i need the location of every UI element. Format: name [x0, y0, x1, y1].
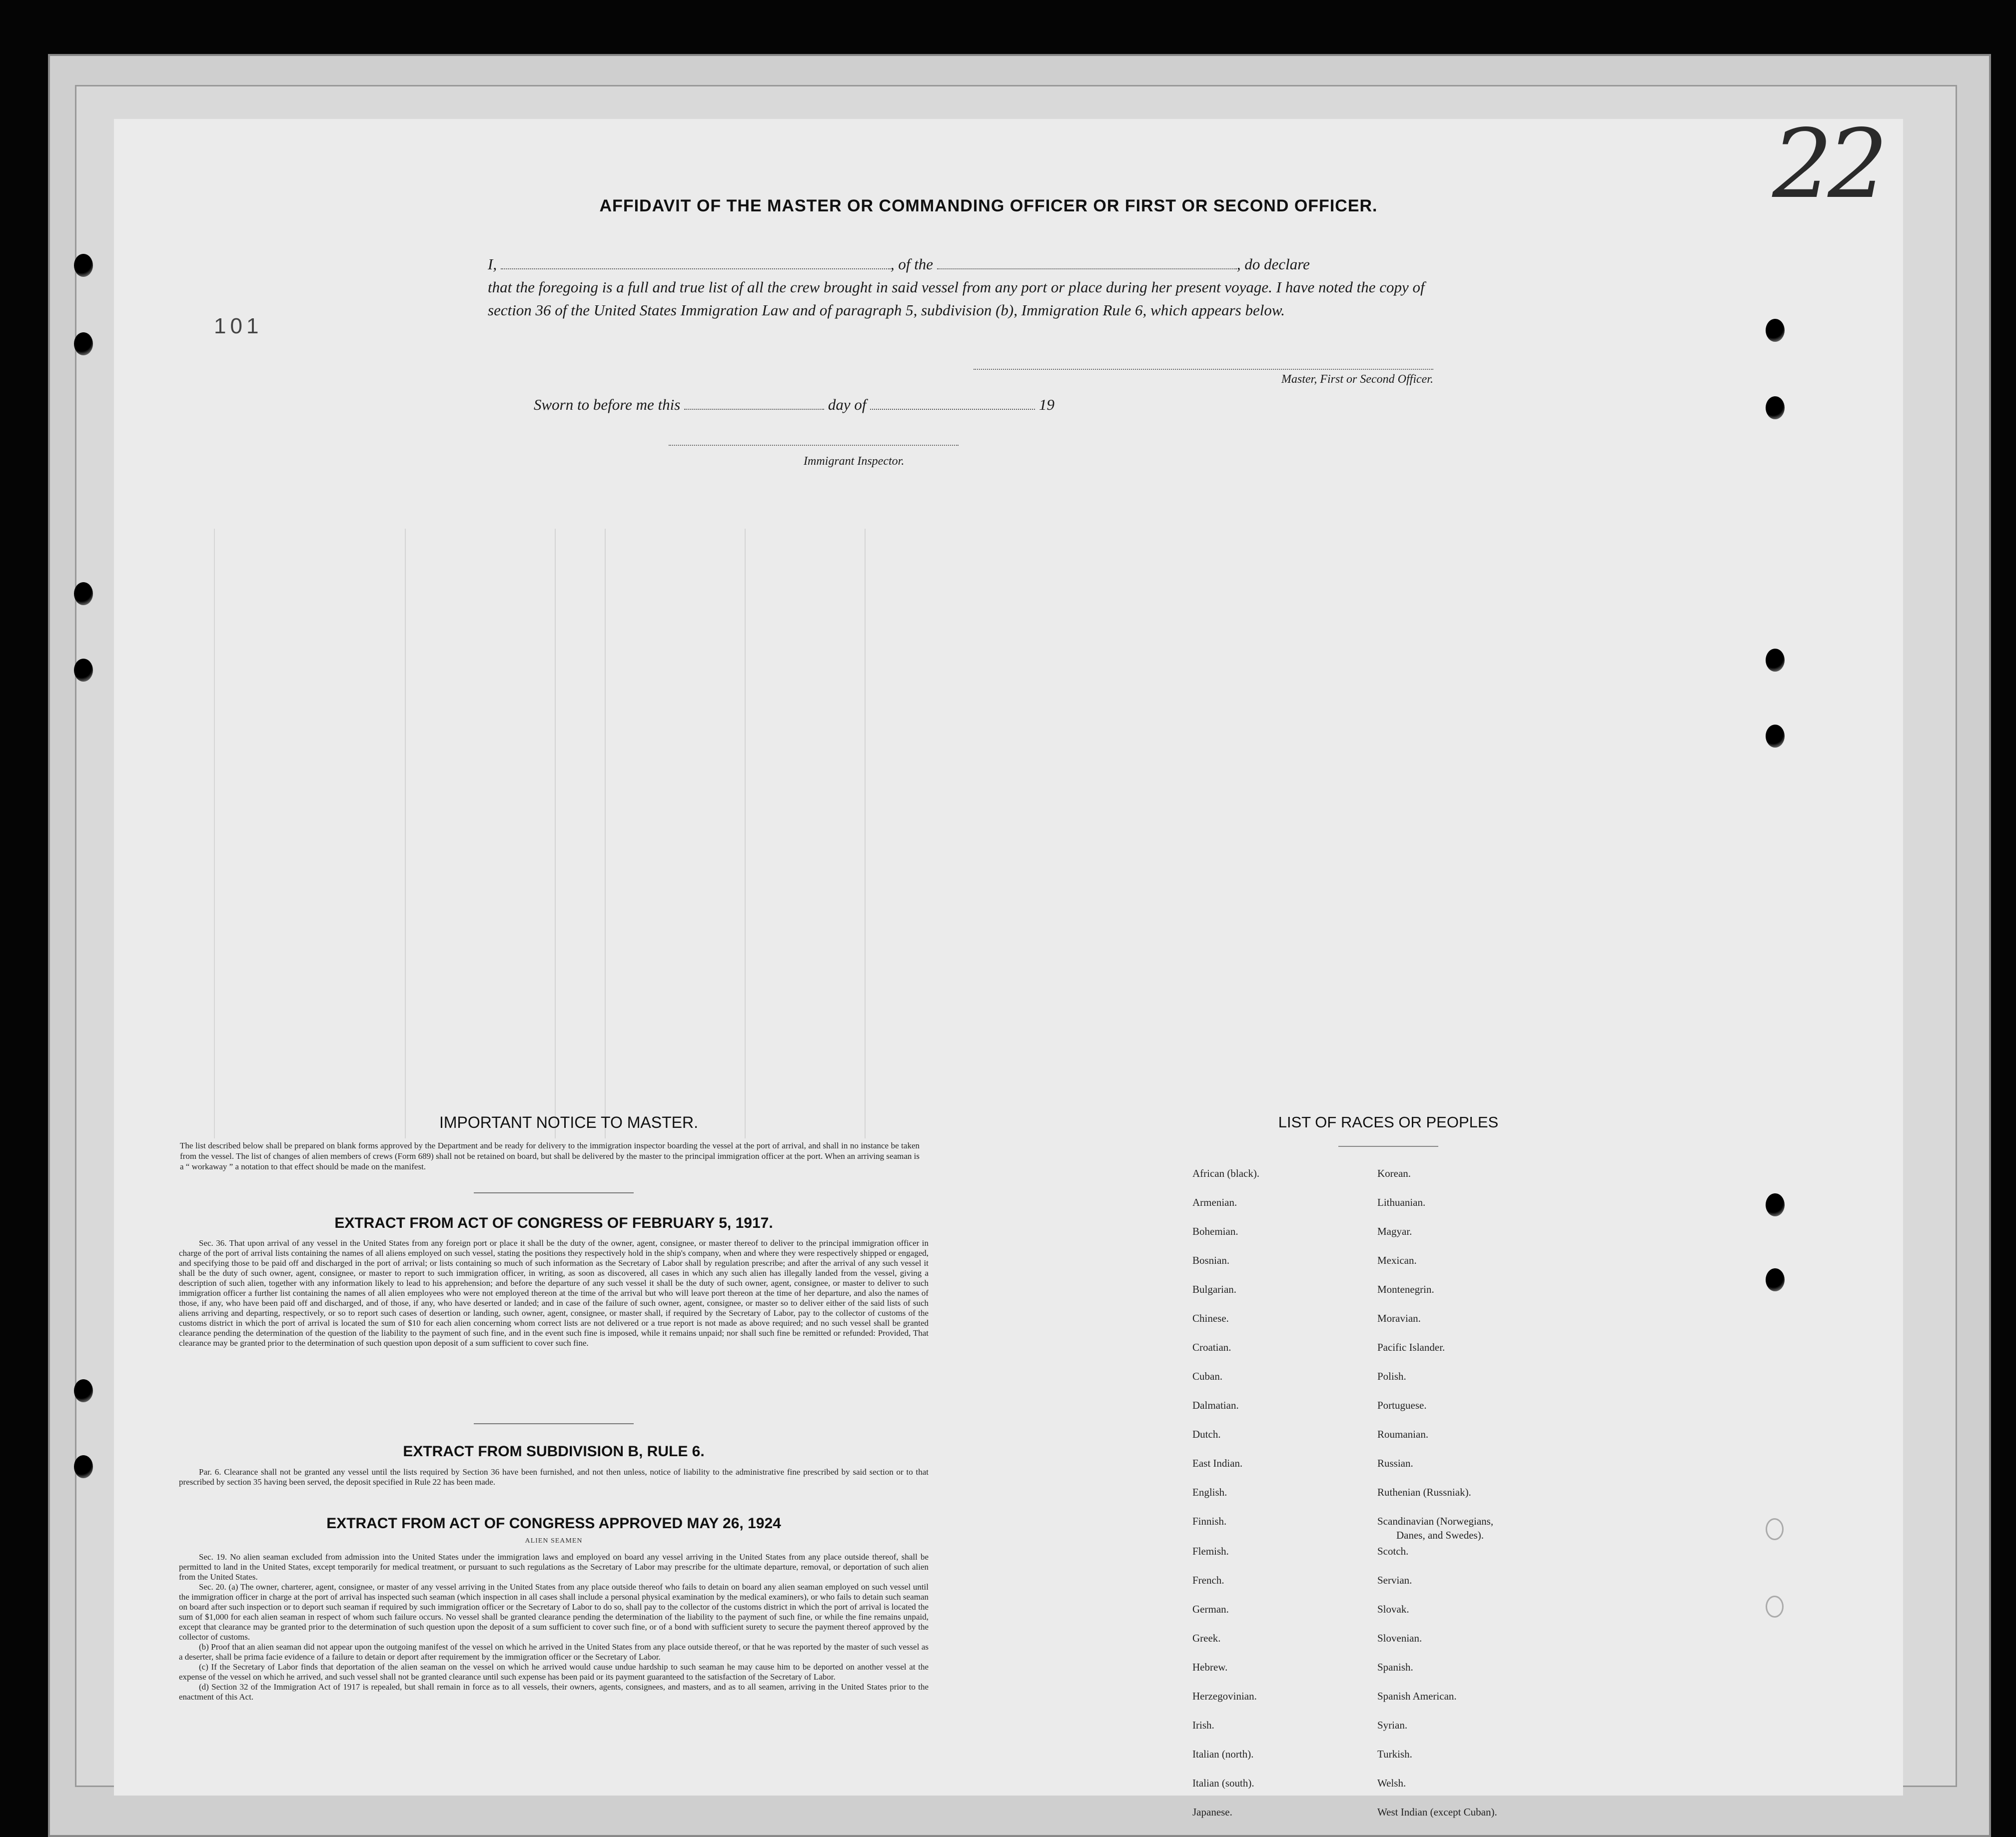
- race-item: Italian (south).: [1192, 1777, 1254, 1789]
- notice-title: IMPORTANT NOTICE TO MASTER.: [439, 1113, 698, 1131]
- handwritten-corner-number: 22: [1772, 109, 1883, 219]
- binder-hole: [74, 659, 93, 682]
- race-item: East Indian.: [1192, 1457, 1243, 1469]
- inspector-signature-line[interactable]: [669, 445, 959, 446]
- extract-1924-paragraph: (b) Proof that an alien seaman did not appear upon the outgoing manifest of the vessel on which he arrived in the United States from any place outside thereof, or that he was reported by the master of such vessel as a deserter, shall be prima facie evidence of a failure to detain or deport after requirement by the immigration officer or the Secretary of Labor.: [179, 1642, 929, 1662]
- binder-hole: [1766, 725, 1785, 748]
- race-item-continuation: Danes, and Swedes).: [1396, 1529, 1484, 1541]
- race-item: Greek.: [1192, 1632, 1221, 1644]
- race-item: Bosnian.: [1192, 1254, 1230, 1266]
- divider: [474, 1192, 634, 1193]
- race-item: Ruthenian (Russniak).: [1377, 1486, 1471, 1498]
- extract-rule6-body: [179, 1467, 929, 1487]
- affidavit-sheet: [114, 109, 1903, 1818]
- race-item: English.: [1192, 1486, 1227, 1498]
- extract-1924-title: EXTRACT FROM ACT OF CONGRESS APPROVED MAY 26, 1924: [326, 1515, 781, 1532]
- faint-column-rule: [745, 529, 746, 1138]
- day-of-label: day of: [828, 396, 867, 413]
- binder-hole: [1766, 1596, 1784, 1618]
- race-item: Russian.: [1377, 1457, 1413, 1469]
- sworn-day-blank[interactable]: [684, 395, 824, 410]
- faint-ruled-columns: [214, 529, 965, 1138]
- of-the-label: , of the: [890, 255, 934, 273]
- race-item: Mexican.: [1377, 1254, 1417, 1266]
- affidavit-body: [488, 253, 1457, 322]
- race-item: Servian.: [1377, 1574, 1412, 1586]
- race-item: Spanish American.: [1377, 1690, 1457, 1702]
- race-item: Herzegovinian.: [1192, 1690, 1257, 1702]
- sworn-label: Sworn to before me this: [534, 396, 681, 413]
- race-item: Croatian.: [1192, 1341, 1231, 1353]
- race-item: Chinese.: [1192, 1312, 1229, 1324]
- faint-column-rule: [405, 529, 406, 1138]
- notice-body: The list described below shall be prepared on blank forms approved by the Department and be ready for delivery to the immigration inspector boarding the vessel at the port of arrival, and shall in no instance be taken from the vessel. The list of changes of alien members of crews (Form 689) shall not be retained on board, but shall be delivered by the master to the principal immigration officer at the port. When an arriving seaman is a “ workaway ” a notation to that effect should be made on the manifest.: [180, 1141, 920, 1171]
- extract-1924-paragraph: (c) If the Secretary of Labor finds that deportation of the alien seaman on the vessel on which he arrived would cause undue hardship to such seaman he may cause him to be deported on another vessel at the expense of the vessel on which he arrived, and such vessel shall not be granted clearance until such expense has been paid or its payment guaranteed to the satisfaction of the Secretary of Labor.: [179, 1662, 929, 1682]
- race-item: Montenegrin.: [1377, 1283, 1434, 1295]
- race-item: Moravian.: [1377, 1312, 1421, 1324]
- race-item: Welsh.: [1377, 1777, 1406, 1789]
- race-item: Syrian.: [1377, 1719, 1408, 1731]
- extract-1917-body: [179, 1238, 929, 1348]
- extract-rule6-text: Par. 6. Clearance shall not be granted any vessel until the lists required by Section 36 have been furnished, and not then unless, notice of liability to the administrative fine prescribed by said section or to that prescribed by section 35 having been served, the deposit specified in Rule 22 has been made.: [179, 1467, 929, 1487]
- binder-hole: [1766, 1268, 1785, 1291]
- race-item: Polish.: [1377, 1370, 1406, 1382]
- vessel-name-blank[interactable]: [937, 268, 1237, 269]
- sworn-month-blank[interactable]: [870, 395, 1035, 410]
- race-item: Portuguese.: [1377, 1399, 1427, 1411]
- race-item: Korean.: [1377, 1167, 1411, 1179]
- race-item: Slovak.: [1377, 1603, 1409, 1615]
- binder-hole: [1766, 1518, 1784, 1540]
- race-item: Lithuanian.: [1377, 1196, 1426, 1208]
- extract-rule6-title: EXTRACT FROM SUBDIVISION B, RULE 6.: [403, 1443, 705, 1460]
- race-item: Roumanian.: [1377, 1428, 1429, 1440]
- officer-name-blank[interactable]: [501, 268, 891, 269]
- declaration-line: [488, 253, 1457, 276]
- race-item: Spanish.: [1377, 1661, 1413, 1673]
- extract-1924-paragraph: (d) Section 32 of the Immigration Act of 1917 is repealed, but shall remain in force as to all vessels, their owners, agents, consignees, and masters, and as to all seamen, arriving in the United States prior to the enactment of this Act.: [179, 1682, 929, 1702]
- master-signature-label: Master, First or Second Officer.: [974, 369, 1433, 386]
- binder-hole: [74, 582, 93, 605]
- race-item: Dalmatian.: [1192, 1399, 1239, 1411]
- race-item: West Indian (except Cuban).: [1377, 1806, 1497, 1818]
- divider: [1338, 1146, 1438, 1147]
- race-item: Bohemian.: [1192, 1225, 1238, 1237]
- declaration-text: that the foregoing is a full and true list of all the crew brought in said vessel from any port or place during her present voyage. I have noted the copy of section 36 of the United States Immigration Law and of paragraph 5, subdivision (b), Immigration Rule 6, which appears below.: [488, 278, 1425, 319]
- race-item: Scandinavian (Norwegians,: [1377, 1515, 1494, 1527]
- binder-hole: [74, 254, 93, 277]
- declaration-pronoun: I,: [488, 255, 497, 273]
- race-item: Finnish.: [1192, 1515, 1227, 1527]
- binder-hole: [1766, 1193, 1785, 1216]
- race-item: Scotch.: [1377, 1545, 1409, 1557]
- faint-column-rule: [865, 529, 866, 1138]
- race-item: Bulgarian.: [1192, 1283, 1237, 1295]
- race-item: Pacific Islander.: [1377, 1341, 1445, 1353]
- race-item: Dutch.: [1192, 1428, 1221, 1440]
- faint-column-rule: [555, 529, 556, 1138]
- race-item: Flemish.: [1192, 1545, 1229, 1557]
- races-title: LIST OF RACES OR PEOPLES: [1278, 1113, 1499, 1131]
- inspector-label: Immigrant Inspector.: [804, 455, 905, 468]
- race-item: African (black).: [1192, 1167, 1260, 1179]
- affidavit-title: AFFIDAVIT OF THE MASTER OR COMMANDING OFFICER OR FIRST OR SECOND OFFICER.: [599, 196, 1378, 215]
- race-item: Irish.: [1192, 1719, 1214, 1731]
- sworn-line: [534, 395, 1054, 414]
- binder-hole: [74, 332, 93, 355]
- extract-1924-paragraph: Sec. 20. (a) The owner, charterer, agent, consignee, or master of any vessel arriving in the United States from any place outside thereof who fails to detain on board any alien seaman employed on such vessel until the immigration officer in charge at the port of arrival has inspected such seaman (which inspection in all cases shall include a personal physical examination by the medical examiners), or who fails to detain such seaman on board after such inspection or to deport such seaman if required by such immigration officer or the Secretary of Labor to do so, shall pay to the collector of the customs district in which the port of arrival is located the sum of $1,000 for each alien seaman in respect of whom such failure occurs. No vessel shall be granted clearance pending the determination of the liability to the payment of such fine, or while the fine remains unpaid, except that clearance may be granted prior to the determination of such question upon the deposit of a sum sufficient to cover such fine, or of a bond with sufficient surety to secure the payment thereof approved by the collector of customs.: [179, 1582, 929, 1642]
- race-item: Hebrew.: [1192, 1661, 1228, 1673]
- do-declare-label: , do declare: [1236, 255, 1310, 273]
- extract-1917-title: EXTRACT FROM ACT OF CONGRESS OF FEBRUARY 5, 1917.: [334, 1215, 773, 1231]
- binder-hole: [74, 1379, 93, 1402]
- binder-hole: [1766, 649, 1785, 672]
- binder-hole: [1766, 319, 1785, 342]
- race-item: Cuban.: [1192, 1370, 1223, 1382]
- race-item: Armenian.: [1192, 1196, 1237, 1208]
- binder-hole: [74, 1455, 93, 1478]
- extract-1917-text: Sec. 36. That upon arrival of any vessel in the United States from any foreign port or place it shall be the duty of the owner, agent, consignee, or master thereof to deliver to the principal immigration officer in charge of the port of arrival lists containing the names of all aliens employed on such vessel, stating the positions they respectively hold in the ship's company, when and where they were respectively shipped or engaged, and specifying those to be paid off and discharged in the port of arrival; or lists containing so much of such information as the Secretary of Labor shall by regulation prescribe; and after the arrival of any such vessel it shall be the duty of such owner, agent, consignee, or master to report to such immigration officer, in writing, as soon as discovered, all cases in which any such alien has illegally landed from the vessel, giving a description of such alien, together with any information likely to lead to his apprehension; and before the departure of any such vessel it shall be the duty of such owner, agent, consignee, or master to deliver to such immigration officer a further list containing the names of all alien employees who were not employed thereon at the time of the arrival but who will leave port thereon at the time of her departure, and also the names of those, if any, who have been paid off and discharged, and of those, if any, who have deserted or landed; and in case of the failure of such owner, agent, consignee, or master so to deliver either of the said lists of such aliens arriving and departing, respectively, or so to report such cases of desertion or landing, such owner, agent, consignee, or master shall, if required by the Secretary of Labor, pay to the collector of customs of the customs district in which the port of arrival is located the sum of $10 for each alien concerning whom correct lists are not delivered or a true report is not made as above required; and no such vessel shall be granted clearance pending the determination of the question of the liability to the payment of such fine, and in the event such fine is imposed, while it remains unpaid; nor shall such fine be remitted or refunded: Provided, That clearance may be granted prior to the determination of such question upon deposit of a sum sufficient to cover such fine.: [179, 1238, 929, 1348]
- binder-hole: [1766, 396, 1785, 419]
- page-stamp-number: 101: [214, 314, 263, 338]
- extract-1924-subhead: ALIEN SEAMEN: [525, 1537, 583, 1545]
- race-item: French.: [1192, 1574, 1224, 1586]
- race-item: Italian (north).: [1192, 1748, 1254, 1760]
- race-item: Magyar.: [1377, 1225, 1412, 1237]
- faint-column-rule: [605, 529, 606, 1138]
- year-prefix: 19: [1038, 396, 1054, 413]
- extract-1924-paragraph: Sec. 19. No alien seaman excluded from admission into the United States under the immigration laws and employed on board any vessel arriving in the United States from any place outside thereof, shall be permitted to land in the United States, except temporarily for medical treatment, or pursuant to such regulations as the Secretary of Labor may prescribe for the ultimate departure, removal, or deportation of such alien from the United States.: [179, 1552, 929, 1582]
- race-item: Turkish.: [1377, 1748, 1412, 1760]
- extract-1924-body: [179, 1552, 929, 1702]
- race-item: Japanese.: [1192, 1806, 1232, 1818]
- race-item: Slovenian.: [1377, 1632, 1422, 1644]
- race-item: German.: [1192, 1603, 1229, 1615]
- divider: [474, 1423, 634, 1424]
